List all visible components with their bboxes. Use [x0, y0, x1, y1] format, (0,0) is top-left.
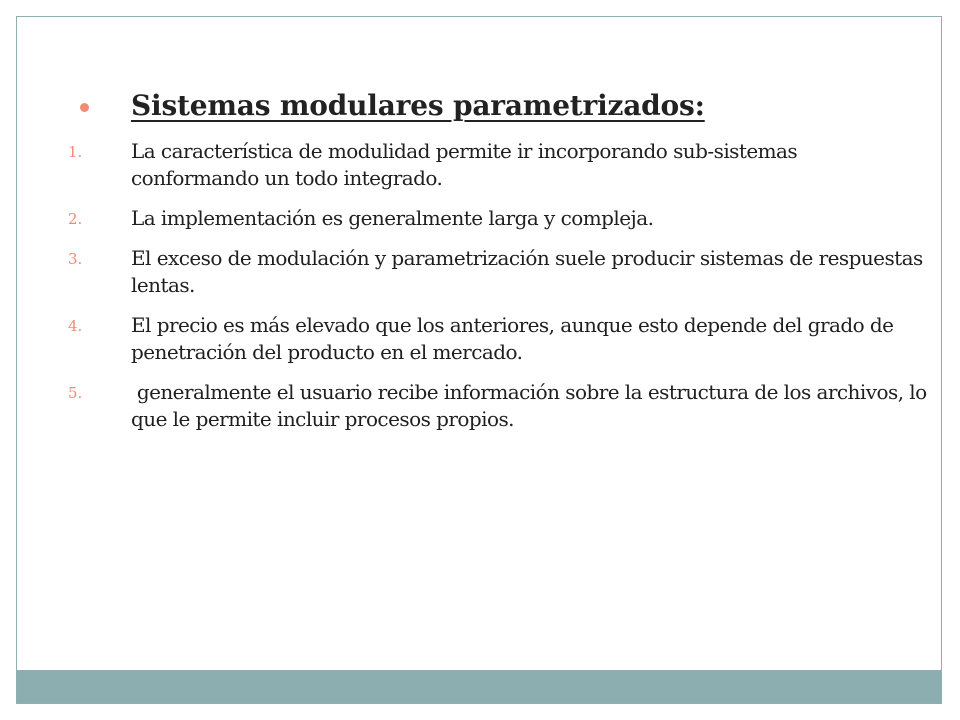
list-item: [68, 138, 930, 192]
bullet-dot-icon: [80, 103, 89, 112]
list-item-text: El precio es más elevado que los anteriores, aunque esto depende del grado de penetración del producto en el mercado.: [131, 313, 894, 364]
list-item-text: La implementación es generalmente larga y compleja.: [131, 206, 654, 230]
heading-row: [80, 89, 705, 122]
list-item-text: generalmente el usuario recibe información sobre la estructura de los archivos, lo que le permite incluir procesos propios.: [131, 380, 933, 431]
list-item: [68, 205, 930, 232]
list-item-number: 1.: [68, 143, 83, 161]
list-item: [68, 245, 930, 299]
list-item-text: El exceso de modulación y parametrización suele producir sistemas de respuestas lentas.: [131, 246, 923, 297]
list-item: [68, 379, 933, 433]
list-item-number: 4.: [68, 317, 83, 335]
footer-bar: [17, 670, 941, 703]
numbered-list: [68, 138, 933, 446]
list-item-number: 3.: [68, 250, 83, 268]
list-item: [68, 312, 930, 366]
list-item-number: 2.: [68, 210, 83, 228]
list-item-number: 5.: [68, 384, 83, 402]
list-item-text: La característica de modulidad permite ir incorporando sub-sistemas conformando un todo integrado.: [131, 139, 798, 190]
slide-heading: Sistemas modulares parametrizados:: [131, 89, 705, 122]
